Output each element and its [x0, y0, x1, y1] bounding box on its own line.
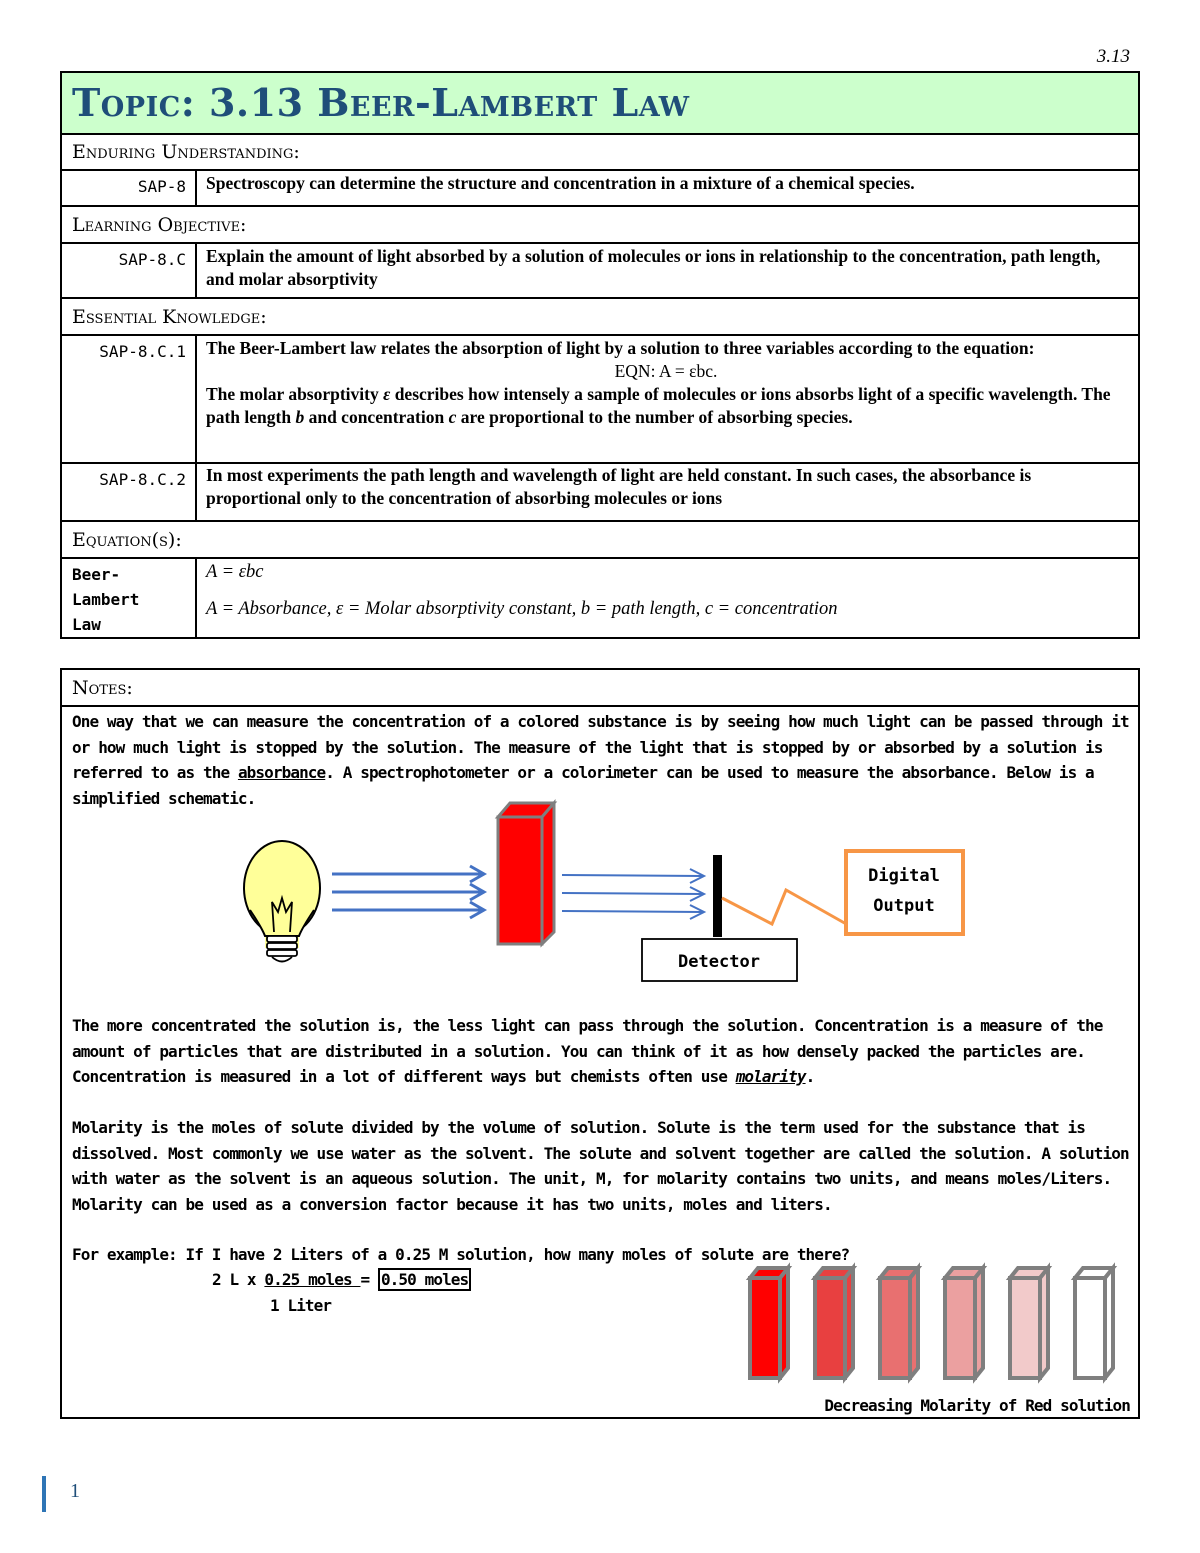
molarity-cuvette-4 — [945, 1268, 983, 1378]
page-number: 1 — [70, 1480, 80, 1502]
topic-title-row — [62, 73, 1138, 133]
page-label: 3.13 — [1096, 46, 1130, 67]
incident-light-arrows — [332, 866, 484, 918]
equation-legend: A = Absorbance, ε = Molar absorptivity constant, b = path length, c = concentration — [206, 599, 838, 619]
topic-title: Topic: 3.13 Beer-Lambert Law — [72, 80, 690, 125]
digital-output-label-2: Output — [873, 896, 935, 916]
ek1-text-detail: The molar absorptivity ε describes how intensely a sample of molecules or ions absorbs light of a specific wavelength. The path length b and concentration c are proportional to the number of absorbing species. — [206, 384, 1111, 427]
molarity-caption: Decreasing Molarity of Red solution — [824, 1396, 1130, 1415]
cuvette-sample — [498, 803, 554, 944]
learning-objective-heading: Learning Objective: — [72, 214, 247, 236]
detector-label: Detector — [678, 952, 760, 972]
eu-code: SAP-8 — [137, 177, 186, 196]
equation-formula: A = εbc — [206, 562, 264, 582]
molarity-cuvette-3 — [880, 1268, 918, 1378]
molarity-cuvette-1 — [750, 1268, 788, 1378]
footer-accent-bar — [42, 1476, 46, 1512]
spectrophotometer-schematic — [62, 670, 1142, 1000]
notes-paragraph-3: Molarity is the moles of solute divided by the volume of solution. Solute is the term used for the substance that is dissolved. Most commonly we use water as the solvent. The solute and solvent together are called the solution. A solution with water as the solvent is an aqueous solution. The unit, M, for molarity contains two units, and means moles/Liters. Molarity can be used as a conversion factor because it has two units, moles and liters. — [72, 1118, 1129, 1214]
example-numerator: 0.25 moles — [264, 1270, 361, 1289]
example-denominator: 1 Liter — [270, 1296, 332, 1315]
notes-heading: Notes: — [72, 677, 133, 699]
essential-knowledge-heading: Essential Knowledge: — [72, 306, 267, 328]
absorbance-term: absorbance — [237, 763, 326, 782]
digital-output-box — [846, 851, 963, 934]
example-answer: 0.50 moles — [378, 1268, 471, 1291]
digital-output-label-1: Digital — [868, 866, 940, 886]
ek1-text-intro: The Beer-Lambert law relates the absorption of light by a solution to three variables according to the equation: — [206, 338, 1035, 358]
detector-plate — [713, 855, 722, 937]
ek2-code: SAP-8.C.2 — [99, 470, 186, 489]
notes-paragraph-2: The more concentrated the solution is, the less light can pass through the solution. Concentration is a measure of the amount of particles that are distributed in a solution. You can think of it as how densely packed the particles are. Concentration is measured in a lot of different ways but chemists often use molarity. — [72, 1016, 1103, 1086]
topic-table — [60, 71, 1140, 639]
example-question: For example: If I have 2 Liters of a 0.25 M solution, how many moles of solute are there? — [72, 1245, 850, 1264]
notes-paragraph-1: One way that we can measure the concentration of a colored substance is by seeing how much light can be passed through it or how much light is stopped by the solution. The measure of the light that is stopped by or absorbed by a solution is referred to as the absorbance. A spectrophotometer or a colorimeter can be used to measure the absorbance. Below is a simplified schematic. — [72, 712, 1129, 808]
eu-text: Spectroscopy can determine the structure and concentration in a mixture of a chemical species. — [206, 173, 915, 193]
molarity-cuvette-6 — [1075, 1268, 1113, 1378]
lo-code: SAP-8.C — [118, 250, 186, 269]
ek2-text: In most experiments the path length and wavelength of light are held constant. In such cases, the absorbance is proportional only to the concentration of absorbing molecules or ions — [206, 465, 1032, 508]
molarity-cuvette-5 — [1010, 1268, 1048, 1378]
equation-name: Beer- Lambert Law — [72, 565, 140, 634]
molarity-term: molarity — [735, 1067, 806, 1086]
molarity-cuvette-2 — [815, 1268, 853, 1378]
equations-heading: Equation(s): — [72, 529, 182, 551]
ek1-text — [206, 337, 1126, 429]
ek1-code: SAP-8.C.1 — [99, 342, 186, 361]
signal-wire — [722, 890, 848, 925]
light-bulb-icon — [244, 834, 321, 962]
molarity-cuvettes — [742, 1260, 1142, 1390]
transmitted-light-arrows — [562, 869, 704, 919]
lo-text: Explain the amount of light absorbed by a solution of molecules or ions in relationship to the concentration, path length, and molar absorptivity — [206, 246, 1101, 289]
example-calculation: 2 L x 0.25 moles = 0.50 moles — [212, 1267, 612, 1293]
notes-box — [60, 668, 1140, 1419]
ek1-equation: EQN: A = εbc. — [614, 361, 718, 381]
enduring-understanding-heading: Enduring Understanding: — [72, 141, 300, 163]
